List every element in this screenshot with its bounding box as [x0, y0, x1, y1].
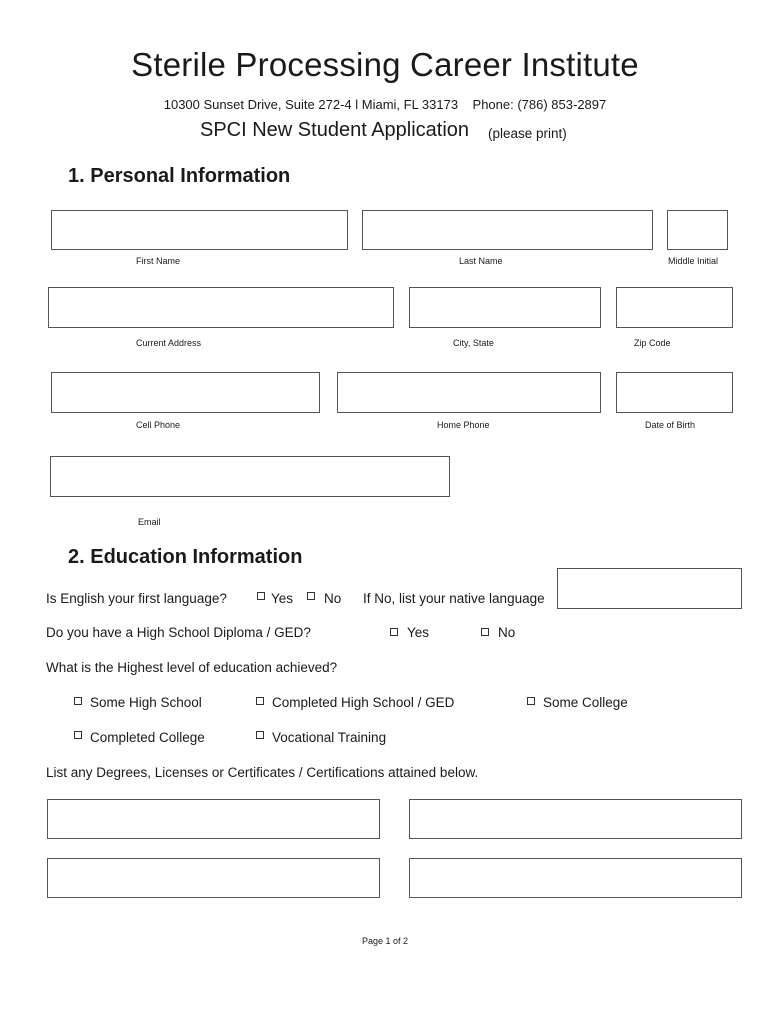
last-name-field[interactable]: [362, 210, 653, 250]
cell-phone-label: Cell Phone: [136, 420, 181, 430]
home-phone-field[interactable]: [337, 372, 601, 413]
middle-initial-field[interactable]: [667, 210, 728, 250]
please-print-note: (please print): [488, 126, 567, 141]
completed-college-checkbox[interactable]: [74, 731, 82, 739]
completed-college-label: Completed College: [90, 730, 205, 745]
city-state-label: City, State: [453, 338, 494, 348]
current-address-label: Current Address: [136, 338, 202, 348]
address-line: 10300 Sunset Drive, Suite 272-4 l Miami, FL 33173 Phone: (786) 853-2897: [163, 97, 607, 112]
completed-high-school-checkbox[interactable]: [256, 697, 264, 705]
degrees-prompt: List any Degrees, Licenses or Certificates / Certifications attained below.: [46, 765, 479, 780]
highest-level-question: What is the Highest level of education achieved?: [46, 660, 338, 675]
diploma-no-label: No: [498, 625, 516, 640]
english-first-language-question: Is English your first language?: [46, 591, 227, 606]
degree-field-1[interactable]: [47, 799, 380, 839]
vocational-training-label: Vocational Training: [272, 730, 387, 745]
zip-code-label: Zip Code: [634, 338, 671, 348]
english-yes-checkbox[interactable]: [257, 592, 265, 600]
last-name-label: Last Name: [459, 256, 503, 266]
some-high-school-checkbox[interactable]: [74, 697, 82, 705]
first-name-label: First Name: [136, 256, 181, 266]
diploma-question: Do you have a High School Diploma / GED?: [46, 625, 311, 640]
some-college-checkbox[interactable]: [527, 697, 535, 705]
first-name-field[interactable]: [51, 210, 348, 250]
institute-name: Sterile Processing Career Institute: [131, 46, 639, 83]
city-state-field[interactable]: [409, 287, 601, 328]
middle-initial-label: Middle Initial: [668, 256, 719, 266]
email-field[interactable]: [50, 456, 450, 497]
date-of-birth-label: Date of Birth: [645, 420, 696, 430]
diploma-yes-checkbox[interactable]: [390, 628, 398, 636]
vocational-training-checkbox[interactable]: [256, 731, 264, 739]
degree-field-3[interactable]: [47, 858, 380, 898]
personal-information-heading: 1. Personal Information: [68, 165, 291, 187]
native-language-field[interactable]: [557, 568, 742, 609]
english-no-checkbox[interactable]: [307, 592, 315, 600]
diploma-no-checkbox[interactable]: [481, 628, 489, 636]
date-of-birth-field[interactable]: [616, 372, 733, 413]
degree-field-4[interactable]: [409, 858, 742, 898]
completed-high-school-label: Completed High School / GED: [272, 695, 455, 710]
current-address-field[interactable]: [48, 287, 394, 328]
email-label: Email: [138, 517, 161, 527]
zip-code-field[interactable]: [616, 287, 733, 328]
english-no-label: No: [324, 591, 342, 606]
degree-field-2[interactable]: [409, 799, 742, 839]
home-phone-label: Home Phone: [437, 420, 490, 430]
english-yes-label: Yes: [271, 591, 294, 606]
some-college-label: Some College: [543, 695, 628, 710]
native-language-prompt: If No, list your native language: [363, 591, 545, 606]
diploma-yes-label: Yes: [407, 625, 430, 640]
education-information-heading: 2. Education Information: [68, 546, 303, 568]
page-number: Page 1 of 2: [361, 936, 409, 946]
cell-phone-field[interactable]: [51, 372, 320, 413]
some-high-school-label: Some High School: [90, 695, 202, 710]
application-title: SPCI New Student Application: [200, 119, 470, 141]
